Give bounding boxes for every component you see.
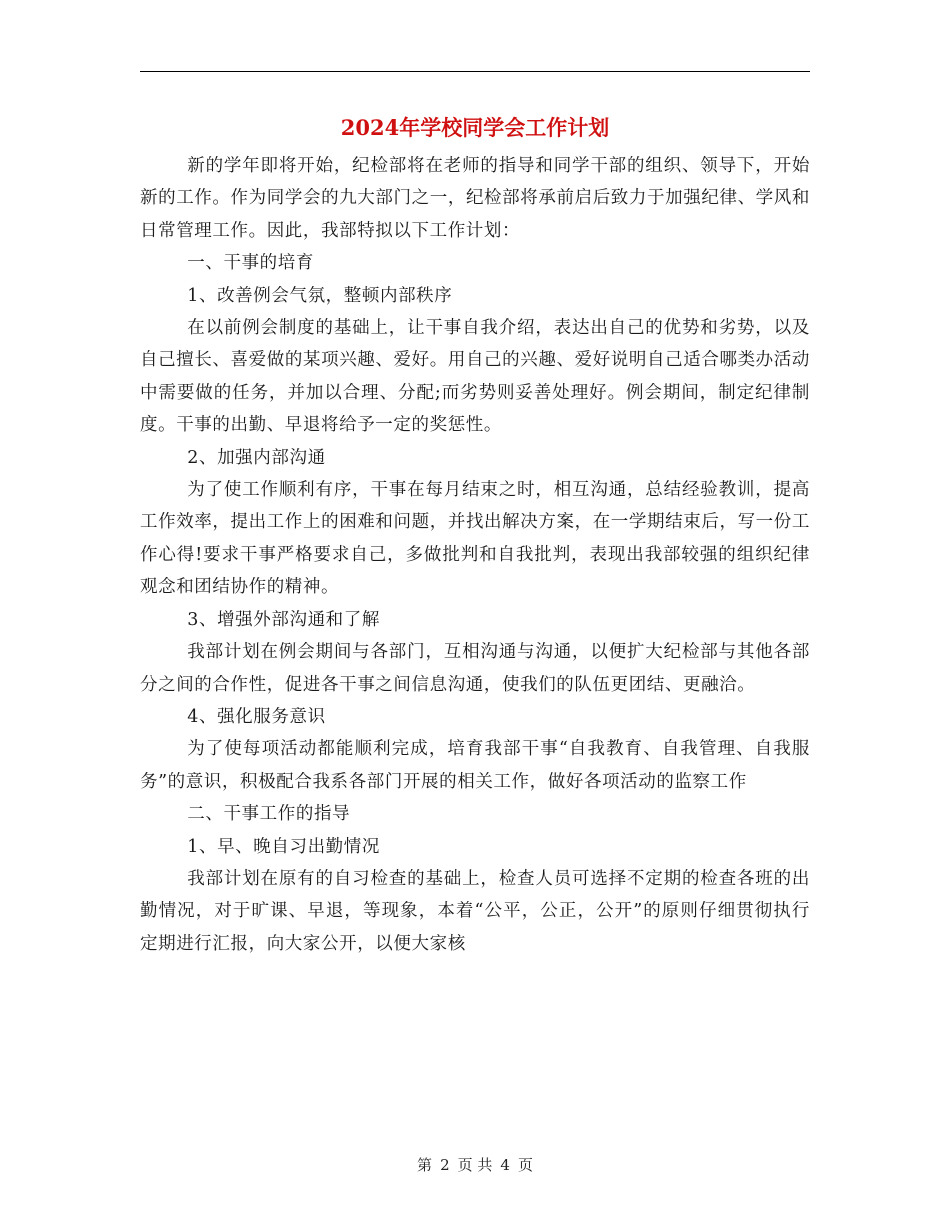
document-title: 2024年学校同学会工作计划 <box>340 115 610 140</box>
page-label-suffix: 页 <box>517 1156 533 1174</box>
body-paragraph: 我部计划在原有的自习检查的基础上，检查人员可选择不定期的检查各班的出勤情况，对于旷课、早退，等现象，本着“公平，公正，公开”的原则仔细贯彻执行定期进行汇报，向大家公开，以便大家核 <box>140 868 810 954</box>
subsection-heading: 1、早、晚自习出勤情况 <box>187 836 380 857</box>
subsection-heading: 2、加强内部沟通 <box>187 447 326 468</box>
section-heading: 一、干事的培育 <box>187 253 314 274</box>
body-paragraph: 为了使工作顺利有序，干事在每月结束之时，相互沟通，总结经验教训，提高工作效率，提出工作上的困难和问题，并找出解决方案，在一学期结束后，写一份工作心得!要求干事严格要求自己，多做批判和自我批判，表现出我部较强的组织纪律观念和团结协作的精神。 <box>140 480 810 598</box>
document-body <box>140 150 810 960</box>
subsection-heading: 1、改善例会气氛，整顿内部秩序 <box>187 285 453 306</box>
subsection-heading: 4、强化服务意识 <box>187 706 326 727</box>
intro-paragraph: 新的学年即将开始，纪检部将在老师的指导和同学干部的组织、领导下，开始新的工作。作为同学会的九大部门之一，纪检部将承前启后致力于加强纪律、学风和日常管理工作。因此，我部特拟以下工作计划： <box>140 156 810 241</box>
page-footer <box>0 1154 950 1176</box>
total-page-count: 4 <box>500 1156 510 1174</box>
subsection-heading: 3、增强外部沟通和了解 <box>187 609 380 630</box>
section-heading: 二、干事工作的指导 <box>187 804 351 825</box>
page-label-mid: 页 共 <box>457 1156 493 1174</box>
body-paragraph: 为了使每项活动都能顺利完成，培育我部干事“自我教育、自我管理、自我服务”的意识，积极配合我系各部门开展的相关工作，做好各项活动的监察工作 <box>140 739 810 792</box>
header-rule <box>140 71 810 72</box>
body-paragraph: 在以前例会制度的基础上，让干事自我介绍，表达出自己的优势和劣势，以及自己擅长、喜爱做的某项兴趣、爱好。用自己的兴趣、爱好说明自己适合哪类办活动中需要做的任务，并加以合理、分配;而劣势则妥善处理好。例会期间，制定纪律制度。干事的出勤、早退将给予一定的奖惩性。 <box>140 318 810 436</box>
page-label-prefix: 第 <box>417 1156 433 1174</box>
current-page-number: 2 <box>440 1156 450 1174</box>
body-paragraph: 我部计划在例会期间与各部门，互相沟通与沟通，以便扩大纪检部与其他各部分之间的合作性，促进各干事之间信息沟通，使我们的队伍更团结、更融洽。 <box>140 642 810 695</box>
